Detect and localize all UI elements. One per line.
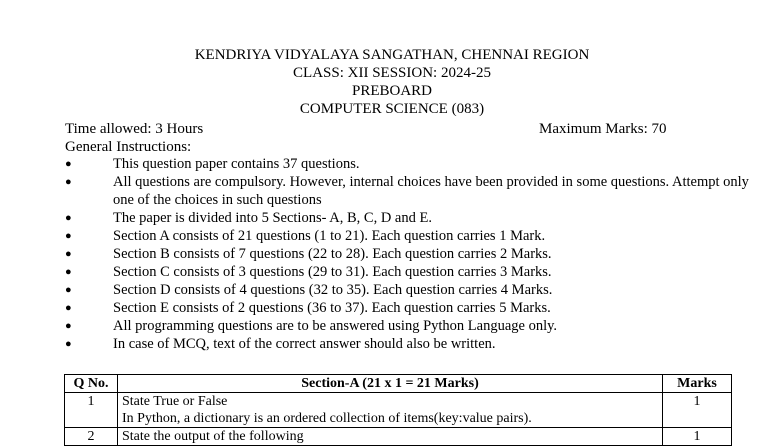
question-number: 2 xyxy=(65,428,118,446)
table-header-row xyxy=(65,375,732,393)
instruction-item: ● Section A consists of 21 questions (1 to 21). Each question carries 1 Mark. xyxy=(65,228,546,244)
bullet-icon: ● xyxy=(65,266,72,278)
instruction-item: ● Section E consists of 2 questions (36 to 37). Each question carries 5 Marks. xyxy=(65,300,551,316)
table-row xyxy=(65,393,732,428)
class-session: CLASS: XII SESSION: 2024-25 xyxy=(293,65,491,81)
instructions-list xyxy=(65,155,765,353)
question-number: 1 xyxy=(65,393,118,428)
question-text: State True or False In Python, a dictionary is an ordered collection of items(key:value pairs). xyxy=(118,393,663,428)
bullet-icon: ● xyxy=(65,176,72,188)
bullet-icon: ● xyxy=(65,212,72,224)
subject-title: COMPUTER SCIENCE (083) xyxy=(299,101,485,117)
instruction-item: ● The paper is divided into 5 Sections- A, B, C, D and E. xyxy=(65,210,432,226)
instruction-item: ● All programming questions are to be answered using Python Language only. xyxy=(65,318,558,334)
bullet-icon: ● xyxy=(65,284,72,296)
instruction-item: ● Section B consists of 7 questions (22 to 28). Each question carries 2 Marks. xyxy=(65,246,552,262)
table-row xyxy=(65,428,732,446)
bullet-icon: ● xyxy=(65,158,72,170)
bullet-icon: ● xyxy=(65,248,72,260)
question-text: State the output of the following xyxy=(118,428,663,446)
instruction-item: ● This question paper contains 37 questions. xyxy=(65,156,360,172)
instruction-item: ● All questions are compulsory. However, internal choices have been provided in some questions. Attempt only one of the choices in such questions xyxy=(65,174,749,208)
instruction-item: ● Section D consists of 4 questions (32 to 35). Each question carries 4 Marks. xyxy=(65,282,553,298)
region-title: KENDRIYA VIDYALAYA SANGATHAN, CHENNAI REGION xyxy=(194,47,590,63)
exam-name: PREBOARD xyxy=(351,83,433,99)
section-header: Section-A (21 x 1 = 21 Marks) xyxy=(118,375,663,393)
question-marks: 1 xyxy=(663,428,732,446)
bullet-icon: ● xyxy=(65,302,72,314)
instructions-title: General Instructions: xyxy=(65,139,192,155)
instruction-item: ● Section C consists of 3 questions (29 to 31). Each question carries 3 Marks. xyxy=(65,264,552,280)
time-allowed: Time allowed: 3 Hours xyxy=(65,121,204,137)
bullet-icon: ● xyxy=(65,230,72,242)
bullet-icon: ● xyxy=(65,320,72,332)
document-header xyxy=(0,46,784,118)
qno-header: Q No. xyxy=(65,375,118,393)
questions-table xyxy=(64,374,732,446)
marks-header: Marks xyxy=(663,375,732,393)
maximum-marks: Maximum Marks: 70 xyxy=(539,121,667,137)
instruction-item: ● In case of MCQ, text of the correct answer should also be written. xyxy=(65,336,496,352)
question-marks: 1 xyxy=(663,393,732,428)
bullet-icon: ● xyxy=(65,338,72,350)
